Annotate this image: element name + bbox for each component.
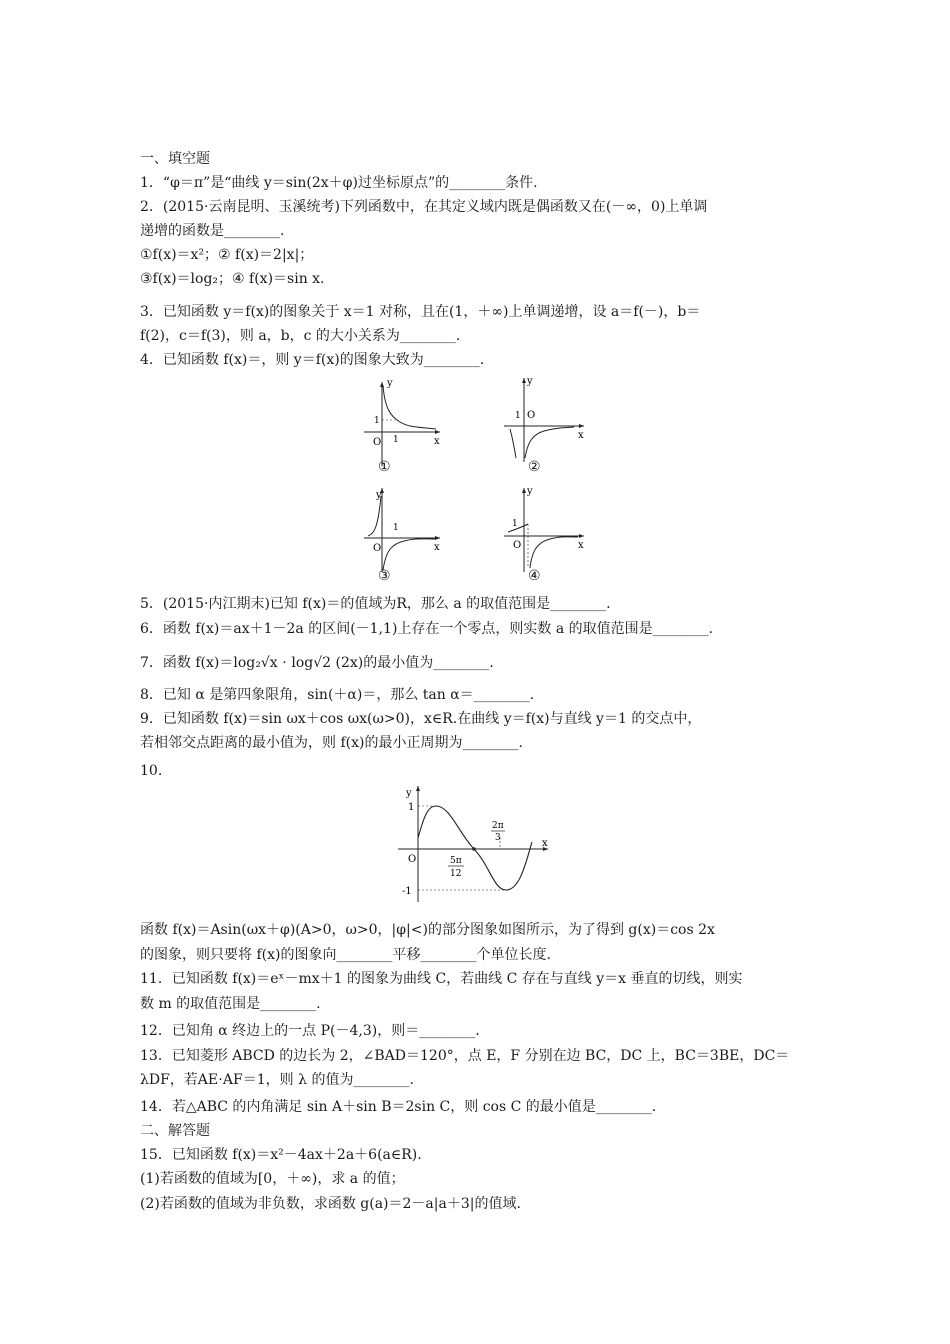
- graph-caption-1: ①: [378, 459, 391, 475]
- tick-2pi-3-numerator: 2π: [492, 821, 504, 831]
- question-9-line-1: 9．已知函数 f(x)＝sin ωx＋cos ωx(ω>0)，x∈R.在曲线 y＝f(x)与直线 y＝1 的交点中，: [140, 711, 702, 727]
- graph-option-2: [500, 374, 592, 464]
- question-4: 4．已知函数 f(x)＝，则 y＝f(x)的图象大致为________.: [140, 352, 485, 368]
- origin-label: O: [527, 410, 536, 421]
- tick-one-label: 1: [512, 519, 518, 529]
- graph-caption-4: ④: [528, 568, 541, 584]
- question-2-line-2: 递增的函数是________.: [140, 223, 285, 239]
- question-3-line-2: f(2)，c＝f(3)，则 a，b，c 的大小关系为________.: [140, 328, 461, 344]
- sine-y-axis-label: y: [406, 788, 412, 799]
- question-11-line-2: 数 m 的取值范围是________.: [140, 996, 321, 1012]
- origin-label: O: [373, 543, 382, 554]
- y-axis-label: y: [527, 486, 533, 497]
- question-15-part-1: (1)若函数的值域为[0，＋∞)，求 a 的值；: [140, 1171, 405, 1187]
- tick-2pi-3-denominator: 3: [495, 833, 501, 843]
- question-7: 7．函数 f(x)＝log₂√x ⋅ log√2 (2x)的最小值为________.: [140, 655, 494, 671]
- question-8: 8．已知 α 是第四象限角，sin(＋α)＝，那么 tan α＝________.: [140, 687, 535, 703]
- question-10-line-2: 的图象，则只要将 f(x)的图象向________平移________个单位长度.: [140, 947, 551, 963]
- x-axis-label: x: [578, 430, 584, 441]
- graph-option-1: [360, 378, 450, 468]
- x-axis-label: x: [434, 436, 440, 447]
- y-axis-label: y: [376, 490, 382, 501]
- graph-option-3: [360, 484, 450, 574]
- question-14: 14．若△ABC 的内角满足 sin A＋sin B＝2sin C，则 cos C 的最小值是________.: [140, 1099, 657, 1115]
- tick-5pi-12-denominator: 12: [450, 869, 462, 879]
- graph-option-4: [500, 484, 592, 574]
- question-1: 1．“φ＝π”是“曲线 y＝sin(2x＋φ)过坐标原点”的________条件.: [140, 175, 538, 191]
- sine-graph: [388, 782, 558, 906]
- tick-one-label: 1: [515, 411, 521, 421]
- y-axis-label: y: [527, 376, 533, 387]
- question-15-part-2: (2)若函数的值域为非负数，求函数 g(a)＝2－a|a＋3|的值域.: [140, 1196, 521, 1212]
- question-13-line-1: 13．已知菱形 ABCD 的边长为 2，∠BAD＝120°，点 E，F 分别在边 BC，DC 上，BC＝3BE，DC＝: [140, 1048, 790, 1064]
- question-2-options-2: ③f(x)＝log₂；④ f(x)＝sin x.: [140, 271, 325, 287]
- question-10-line-1: 函数 f(x)＝Asin(ωx＋φ)(A>0，ω>0，|φ|<)的部分图象如图所示，为了得到 g(x)＝cos 2x: [140, 922, 715, 938]
- tick-one-label: 1: [393, 435, 399, 445]
- question-12: 12．已知角 α 终边上的一点 P(－4,3)，则＝________.: [140, 1023, 480, 1039]
- sine-origin-label: O: [408, 854, 417, 865]
- question-2-options-1: ①f(x)＝x²；② f(x)＝2|x|；: [140, 247, 314, 263]
- graph-caption-3: ③: [378, 568, 391, 584]
- origin-label: O: [373, 437, 382, 448]
- question-15: 15．已知函数 f(x)＝x²－4ax＋2a＋6(a∈R).: [140, 1147, 422, 1163]
- question-10-number: 10.: [140, 763, 163, 779]
- question-6: 6．函数 f(x)＝ax＋1－2a 的区间(－1,1)上存在一个零点，则实数 a 的取值范围是________.: [140, 621, 714, 637]
- section-heading-solve: 二、解答题: [140, 1123, 210, 1139]
- question-9-line-2: 若相邻交点距离的最小值为，则 f(x)的最小正周期为________.: [140, 735, 523, 751]
- question-2-line-1: 2．(2015·云南昆明、玉溪统考)下列函数中，在其定义域内既是偶函数又在(－∞，0)上单调: [140, 199, 708, 215]
- x-axis-label: x: [578, 540, 584, 551]
- y-axis-label: y: [387, 378, 393, 389]
- section-heading-fill-blank: 一、填空题: [140, 151, 210, 167]
- sine-y-max-label: 1: [408, 802, 415, 813]
- sine-x-axis-label: x: [542, 838, 548, 849]
- tick-one-label: 1: [393, 523, 399, 533]
- question-13-line-2: λDF，若AE⋅AF＝1，则 λ 的值为________.: [140, 1072, 414, 1088]
- sine-y-min-label: -1: [402, 886, 412, 897]
- tick-5pi-12-numerator: 5π: [450, 856, 462, 866]
- question-5: 5．(2015·内江期末)已知 f(x)＝的值域为R，那么 a 的取值范围是________.: [140, 596, 611, 612]
- origin-label: O: [513, 540, 522, 551]
- tick-one-label: 1: [374, 416, 380, 426]
- graph-caption-2: ②: [528, 459, 541, 475]
- question-11-line-1: 11．已知函数 f(x)＝eˣ－mx＋1 的图象为曲线 C，若曲线 C 存在与直线 y＝x 垂直的切线，则实: [140, 971, 743, 987]
- question-3-line-1: 3．已知函数 y＝f(x)的图象关于 x＝1 对称，且在(1，＋∞)上单调递增，设 a＝f(－)，b＝: [140, 304, 701, 320]
- x-axis-label: x: [434, 542, 440, 553]
